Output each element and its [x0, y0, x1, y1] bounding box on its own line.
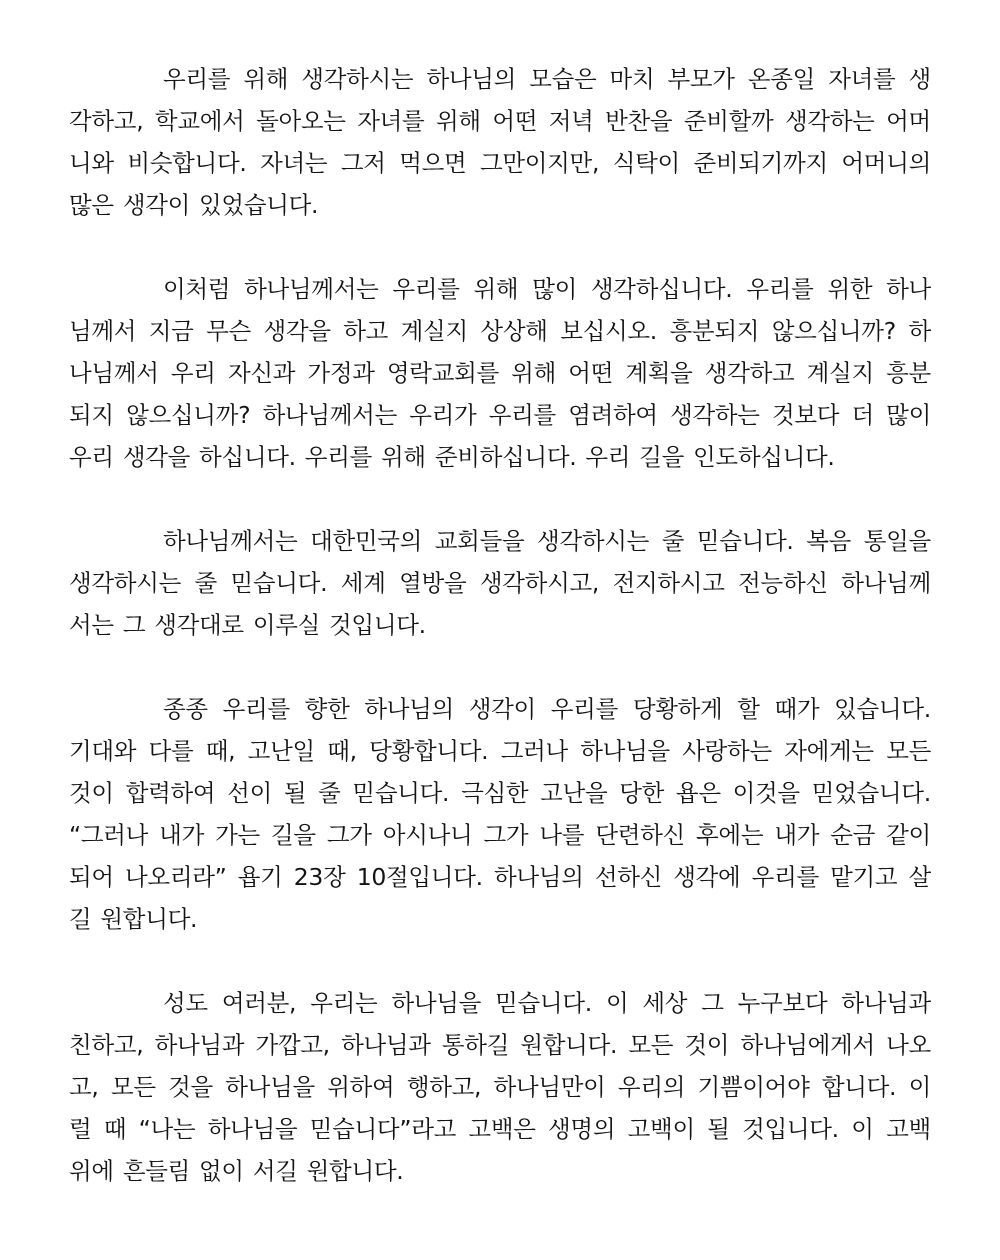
word: 되지 — [69, 401, 114, 429]
word: 고백 — [886, 1115, 931, 1143]
word: 우리를 — [751, 863, 819, 891]
word: 될 — [707, 1115, 730, 1143]
paragraph-4 — [69, 688, 931, 940]
paragraph-1 — [69, 58, 931, 226]
word: 하나님의 — [364, 695, 454, 723]
word: 통하길 — [441, 1031, 510, 1059]
word: 합력하여 — [125, 779, 216, 807]
word: 모습은 — [529, 65, 597, 93]
word: 하나님의 — [494, 863, 584, 891]
word: 아시나니 — [382, 821, 473, 849]
word: 때 — [103, 1115, 127, 1143]
paragraph-2 — [69, 268, 931, 478]
word: 선이 — [227, 779, 272, 807]
word: 위해 — [243, 65, 289, 93]
word: 길을 — [270, 821, 316, 849]
word: 님께서 — [69, 317, 137, 345]
word: 상상해 — [480, 317, 548, 345]
word: 생명의 — [548, 1115, 616, 1143]
word: 하십니다. — [199, 443, 296, 471]
word: 생각하시는 — [301, 65, 414, 93]
word: 계획을 — [625, 359, 693, 387]
word: 고난일 — [247, 737, 315, 765]
word: 그가 — [326, 821, 372, 849]
word: 생각하는 — [784, 107, 875, 135]
word: 같이 — [886, 821, 931, 849]
word: 원합니다. — [520, 1031, 618, 1059]
word: 열방을 — [399, 569, 467, 597]
word: 믿습니다. — [230, 569, 328, 597]
word: 이 — [605, 989, 629, 1017]
word: 생각하시는 — [69, 569, 182, 597]
text-line — [69, 520, 931, 562]
word: 당한 — [619, 779, 665, 807]
word: 교회들을 — [434, 527, 525, 555]
word: 무슨 — [206, 317, 251, 345]
word: 생각하시고, — [479, 569, 600, 597]
word: 때, — [205, 737, 236, 765]
word: 내가 — [774, 821, 820, 849]
word: 온종일 — [747, 65, 816, 93]
paragraph-5 — [69, 982, 931, 1192]
word: 그가 — [483, 821, 529, 849]
word: 당황하게 — [632, 695, 723, 723]
word: 세계 — [340, 569, 386, 597]
word: 준비되기까지 — [693, 149, 828, 177]
word: 하나님을 — [207, 1115, 298, 1143]
word: 없이 — [199, 1157, 244, 1185]
word: 당황합니다. — [369, 737, 489, 765]
word: 하나님과 — [841, 989, 931, 1017]
text-line — [69, 1024, 931, 1066]
word: 위해 — [435, 107, 481, 135]
word: 생각을 — [122, 443, 191, 471]
word: 우리를 — [488, 401, 556, 429]
word: 종종 — [163, 695, 208, 723]
word: 것보다 — [772, 401, 840, 429]
word: 세상 — [642, 989, 688, 1017]
word: 믿습니다”라고 — [309, 1115, 457, 1143]
word: 줄 — [318, 779, 341, 807]
word: 영락교회를 — [386, 359, 499, 387]
word: 보십시오. — [560, 317, 657, 345]
word: 이처럼 — [163, 275, 231, 303]
word: 맡기고 — [830, 863, 898, 891]
text-line — [69, 1108, 931, 1150]
word: 어떤 — [568, 359, 614, 387]
word: 인도하십니다. — [693, 443, 835, 471]
word: 하나님을 — [391, 989, 482, 1017]
word: 돌아오는 — [256, 107, 346, 135]
word: 어떤 — [492, 107, 538, 135]
text-line — [69, 688, 931, 730]
word: 친하고, — [69, 1031, 144, 1059]
text-line — [69, 352, 931, 394]
word: 욥기 — [237, 863, 283, 891]
word: 위해 — [381, 443, 426, 471]
word: 저녁 — [548, 107, 594, 135]
word: 우리를 — [746, 275, 814, 303]
word: 믿습니다. — [352, 779, 450, 807]
word: 하나님께서는 — [163, 527, 298, 555]
text-line — [69, 268, 931, 310]
text-line — [69, 772, 931, 814]
word: 먹으면 — [399, 149, 467, 177]
word: 복음 — [806, 527, 852, 555]
word: 있었습니다. — [199, 191, 319, 219]
word: 그만이지만, — [479, 149, 600, 177]
word: 하나님께서는 — [244, 275, 379, 303]
word: 생각하시는 — [537, 527, 650, 555]
word: “나는 — [138, 1115, 196, 1143]
word: 순금 — [830, 821, 876, 849]
word: 준비할까 — [683, 107, 774, 135]
word: 것을 — [168, 1073, 213, 1101]
word: 이 — [908, 1073, 931, 1101]
word: 계실지 — [400, 317, 468, 345]
text-line — [69, 58, 931, 100]
word: 극심한 — [461, 779, 529, 807]
word: 그 — [122, 611, 146, 639]
word: 향한 — [304, 695, 350, 723]
word: 하 — [908, 317, 931, 345]
word: 때가 — [774, 695, 820, 723]
word: 우리의 — [617, 1073, 686, 1101]
word: 준비하십니다. — [434, 443, 577, 471]
word: “그러나 — [69, 821, 149, 849]
word: 자녀는 — [260, 149, 328, 177]
word: 우리 — [585, 443, 631, 471]
word: 고난을 — [540, 779, 608, 807]
text-line — [69, 982, 931, 1024]
paragraph-3 — [69, 520, 931, 646]
word: 지금 — [148, 317, 194, 345]
word: 않으십니까? — [771, 317, 896, 345]
word: 흔들림 — [122, 1157, 191, 1185]
word: 마치 — [609, 65, 655, 93]
word: 생각대로 — [154, 611, 244, 639]
word: 나오 — [886, 1031, 931, 1059]
word: 모든 — [628, 1031, 674, 1059]
word: 사랑하는 — [682, 737, 772, 765]
word: 그러나 — [500, 737, 568, 765]
word: 고백은 — [468, 1115, 536, 1143]
word: 우리를 — [392, 275, 460, 303]
word: 자녀를 — [357, 107, 425, 135]
word: 하나님과 — [154, 1031, 245, 1059]
word: 우리를 — [550, 695, 618, 723]
text-line — [69, 310, 931, 352]
word: 믿습니다. — [696, 527, 794, 555]
word: 생각에 — [673, 863, 741, 891]
word: 길을 — [639, 443, 685, 471]
word: 하나님께 — [841, 569, 931, 597]
word: 생각하고 — [704, 359, 795, 387]
word: 니와 — [69, 149, 114, 177]
word: 고, — [69, 1073, 99, 1101]
word: 때, — [327, 737, 357, 765]
text-line — [69, 730, 931, 772]
word: 행하고, — [406, 1073, 482, 1101]
text-line — [69, 814, 931, 856]
word: 그 — [701, 989, 724, 1017]
word: 럴 — [69, 1115, 92, 1143]
word: 많은 — [69, 191, 114, 219]
word: 위에 — [69, 1157, 114, 1185]
word: 것이 — [69, 779, 114, 807]
word: 이것을 — [732, 779, 800, 807]
text-line — [69, 436, 931, 478]
text-line — [69, 1150, 931, 1192]
word: 계실지 — [806, 359, 874, 387]
word: 하나님을 — [225, 1073, 315, 1101]
text-line — [69, 856, 931, 898]
word: 여러분, — [221, 989, 297, 1017]
word: 누구보다 — [737, 989, 828, 1017]
word: 부모가 — [667, 65, 735, 93]
word: 어머 — [886, 107, 931, 135]
word: 전지하시고 — [612, 569, 725, 597]
text-line — [69, 142, 931, 184]
word: 우리는 — [310, 989, 378, 1017]
word: 위한 — [827, 275, 873, 303]
word: 나오리라” — [125, 863, 227, 891]
word: 더 — [851, 401, 874, 429]
text-line — [69, 100, 931, 142]
word: 것입니다. — [742, 1115, 839, 1143]
word: 이루실 — [252, 611, 321, 639]
word: 고백이 — [627, 1115, 695, 1143]
text-line — [69, 898, 931, 940]
word: 생각이 — [122, 191, 191, 219]
word: 흥분 — [886, 359, 931, 387]
word: 생각하십니다. — [590, 275, 733, 303]
word: 모든 — [886, 737, 931, 765]
word: 우리 — [170, 359, 216, 387]
word: 그저 — [340, 149, 386, 177]
word: 우리 — [69, 443, 114, 471]
word: 되어 — [69, 863, 114, 891]
word: 이 — [851, 1115, 874, 1143]
word: 대한민국의 — [310, 527, 423, 555]
word: 흥분되지 — [669, 317, 760, 345]
word: 하나님을 — [580, 737, 670, 765]
word: 나님께서 — [69, 359, 159, 387]
word: 믿었습니다. — [811, 779, 931, 807]
word: 생각하는 — [670, 401, 760, 429]
word: 자신과 — [227, 359, 296, 387]
word: 하나 — [886, 275, 931, 303]
word: 것입니다. — [329, 611, 426, 639]
text-line — [69, 562, 931, 604]
word: 나를 — [539, 821, 585, 849]
word: 염려하여 — [568, 401, 658, 429]
word: 성도 — [163, 989, 208, 1017]
word: 단련하신 — [595, 821, 685, 849]
word: 것이 — [684, 1031, 730, 1059]
word: 하나님께서는 — [262, 401, 397, 429]
word: 생 — [908, 65, 931, 93]
word: 식탁이 — [612, 149, 680, 177]
word: 믿습니다. — [495, 989, 592, 1017]
word: 10절입니다. — [356, 863, 483, 891]
word: 될 — [283, 779, 307, 807]
word: 각하고, — [69, 107, 144, 135]
word: 하나님의 — [426, 65, 517, 93]
word: 어머니의 — [841, 149, 931, 177]
word: 우리를 — [222, 695, 290, 723]
word: 위해 — [511, 359, 556, 387]
word: 기대와 — [69, 737, 137, 765]
word: 하나님에게서 — [740, 1031, 875, 1059]
word: 자녀를 — [828, 65, 896, 93]
word: 반찬을 — [605, 107, 673, 135]
word: 않으십니까? — [126, 401, 251, 429]
word: 많이 — [532, 275, 577, 303]
word: 비슷합니다. — [127, 149, 247, 177]
word: 많이 — [886, 401, 931, 429]
text-line — [69, 394, 931, 436]
word: 살 — [908, 863, 931, 891]
text-line — [69, 184, 931, 226]
word: 합니다. — [821, 1073, 897, 1101]
word: 우리를 — [304, 443, 372, 471]
text-line — [69, 604, 931, 646]
word: 원합니다. — [100, 905, 198, 933]
word: 서는 — [69, 611, 114, 639]
word: 전능하신 — [738, 569, 828, 597]
word: 가정과 — [307, 359, 375, 387]
word: 위하여 — [327, 1073, 395, 1101]
word: 통일을 — [863, 527, 931, 555]
word: 우리가 — [409, 401, 477, 429]
word: 내가 — [159, 821, 204, 849]
word: 원합니다. — [306, 1157, 404, 1185]
word: 위해 — [473, 275, 519, 303]
word: 우리를 — [163, 65, 231, 93]
word: 가깝고, — [255, 1031, 330, 1059]
word: 욥은 — [675, 779, 721, 807]
word: 후에는 — [696, 821, 764, 849]
word: 하고 — [343, 317, 389, 345]
word: 하나님과 — [341, 1031, 431, 1059]
word: 하나님만이 — [493, 1073, 606, 1101]
word: 길 — [69, 905, 92, 933]
word: 기쁨이어야 — [697, 1073, 810, 1101]
word: 모든 — [110, 1073, 156, 1101]
word: 할 — [737, 695, 760, 723]
word: 자에게는 — [784, 737, 874, 765]
word: 생각을 — [263, 317, 331, 345]
word: 다를 — [148, 737, 194, 765]
text-line — [69, 1066, 931, 1108]
word: 선하신 — [594, 863, 663, 891]
word: 23장 — [293, 863, 346, 891]
word: 줄 — [194, 569, 217, 597]
word: 생각이 — [468, 695, 536, 723]
word: 학교에서 — [154, 107, 245, 135]
word: 가는 — [215, 821, 260, 849]
word: 서길 — [252, 1157, 298, 1185]
word: 있습니다. — [834, 695, 931, 723]
word: 줄 — [661, 527, 685, 555]
